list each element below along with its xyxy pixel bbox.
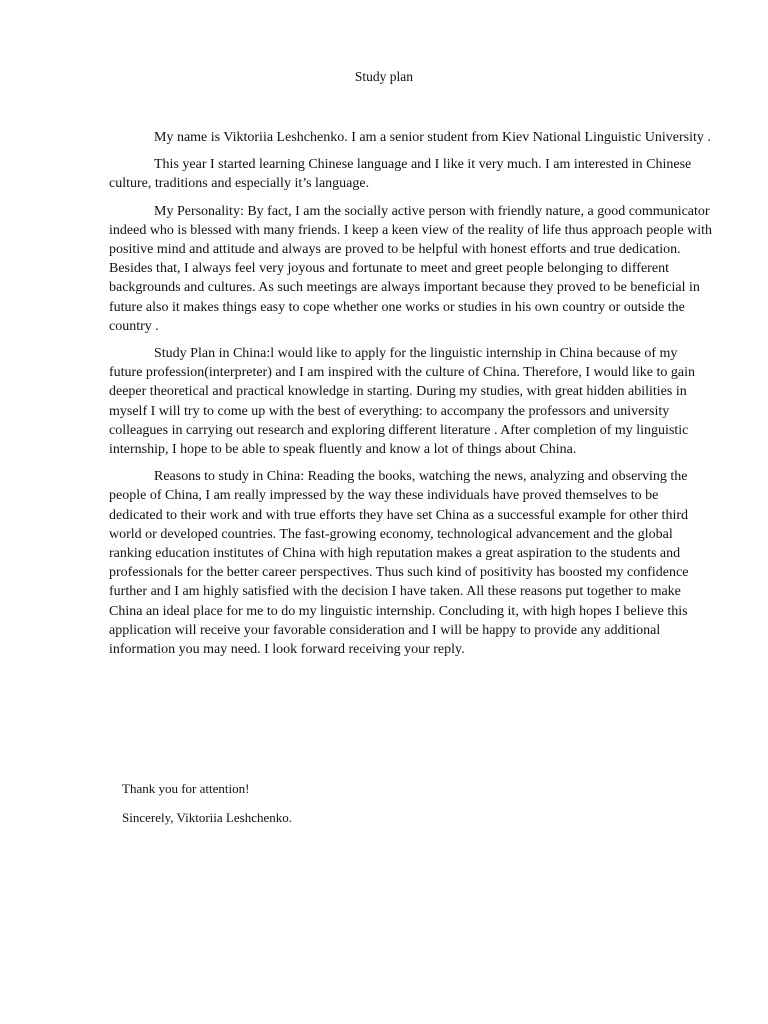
document-body <box>109 128 713 667</box>
paragraph-introduction: My name is Viktoriia Leshchenko. I am a senior student from Kiev National Linguistic University . <box>154 130 711 145</box>
document-closing <box>122 780 622 838</box>
paragraph-study-plan: Study Plan in China:l would like to apply for the linguistic internship in China because of my future profession(interpreter) and I am inspired with the culture of China. Therefore, I would like to gain deeper theoretical and practical knowledge in starting. During my studies, with great hidden abilities in myself I will try to come up with the best of everything: to accompany the professors and university colleagues in carrying out research and exploring different literature . After completion of my linguistic internship, I hope to be able to speak fluently and know a lot of things about China. <box>109 346 695 458</box>
document-title: Study plan <box>354 69 414 84</box>
closing-thanks: Thank you for attention! <box>122 781 250 796</box>
paragraph-reasons: Reasons to study in China: Reading the books, watching the news, analyzing and observing the people of China, I am really impressed by the way these individuals have proved themselves to be dedicated to their work and with true efforts they have set China as a successful example for other third world or developed countries. The fast-growing economy, technological advancement and the global ranking education institutes of China with high reputation makes a great aspiration to the students and professionals for the better career perspectives. Thus such kind of positivity has boosted my confidence further and I am highly satisfied with the decision I have taken. All these reasons put together to make China an ideal place for me to do my linguistic internship. Concluding it, with high hopes I believe this application will receive your favorable consideration and I will be happy to provide any additional information you may need. I look forward receiving your reply. <box>109 469 689 658</box>
paragraph-personality: My Personality: By fact, I am the socially active person with friendly nature, a good communicator indeed who is blessed with many friends. I keep a keen view of the reality of life thus approach people with positive mind and attitude and always are proved to be helpful with honest efforts and true dedication. Besides that, I always feel very joyous and fortunate to meet and greet people belonging to different backgrounds and cultures. As such meetings are always important because they proved to be beneficial in future also it makes things easy to cope whether one works or studies in his own country or outside the country . <box>109 203 712 334</box>
closing-signature: Sincerely, Viktoriia Leshchenko. <box>122 810 292 825</box>
paragraph-interest: This year I started learning Chinese language and I like it very much. I am interested in Chinese culture, traditions and especially it’s language. <box>109 157 692 192</box>
